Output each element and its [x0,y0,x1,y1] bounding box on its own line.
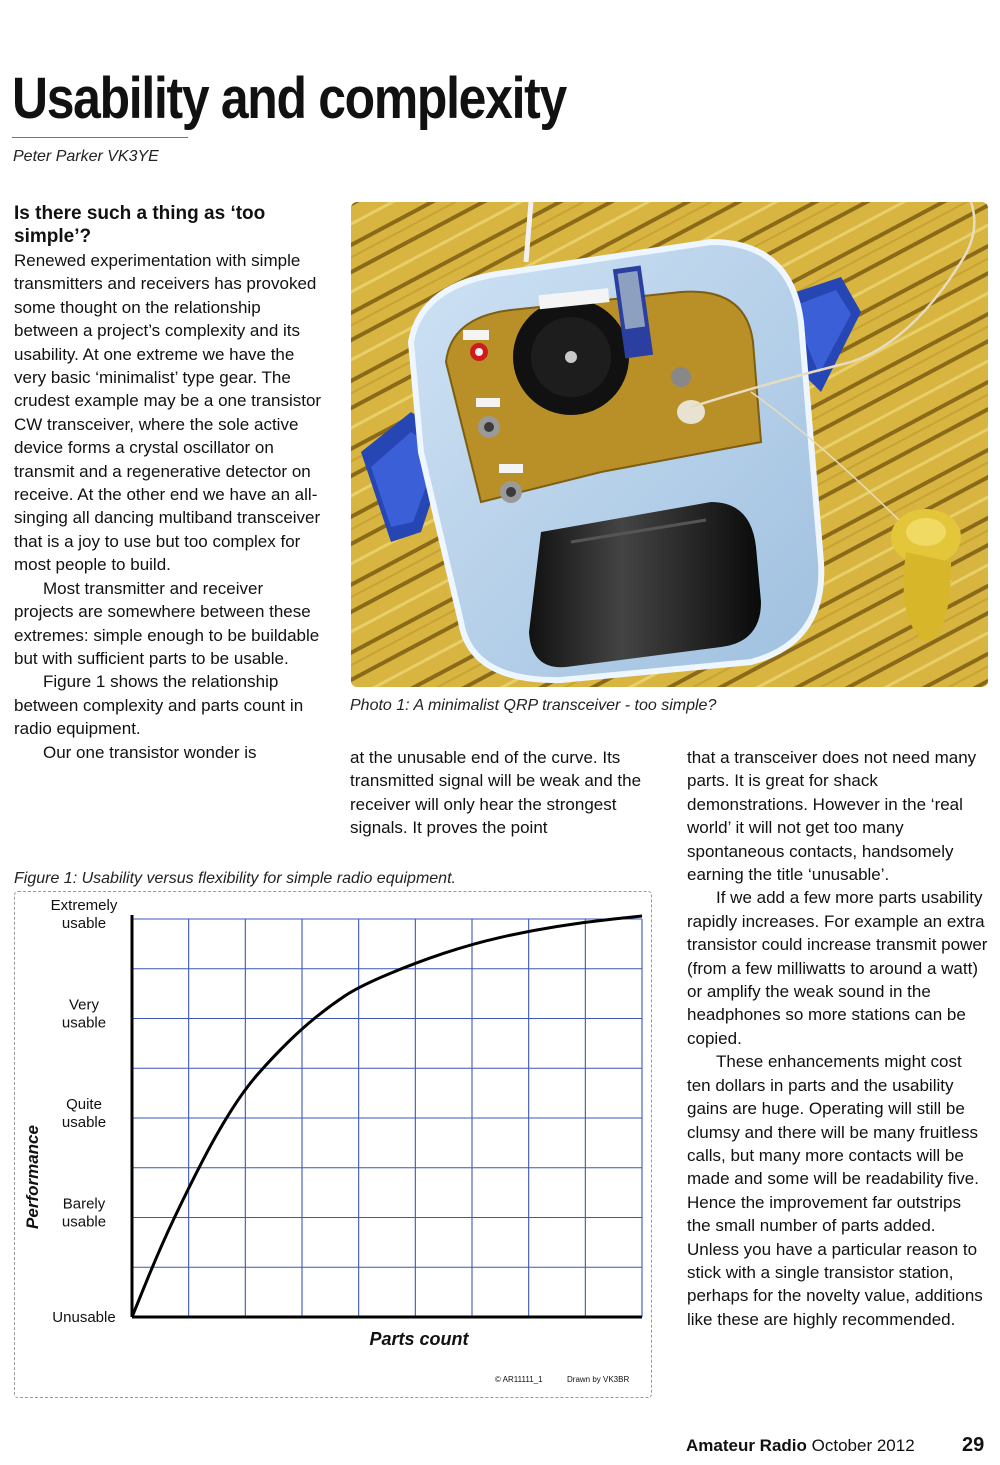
publication-name: Amateur Radio [686,1436,807,1455]
paragraph: that a transceiver does not need many parts. It is great for shack demonstrations. However in the ‘real world’ it will not get too many spontaneous contacts, handsomely earning the title ‘unusable’. [687,748,977,885]
text-column-3 [687,746,989,1331]
y-axis-title: Performance [23,1125,42,1229]
figure-1-chart [14,891,652,1398]
figure-caption: Figure 1: Usability versus flexibility for simple radio equipment. [14,870,456,887]
paragraph: at the unusable end of the curve. Its transmitted signal will be weak and the receiver will only hear the strongest signals. It proves the point [350,748,642,838]
paragraph: These enhancements might cost ten dollars in parts and the usability gains are huge. Operating will still be clumsy and there will be many fruitless calls, but many more contacts will be made and some will be readability five. Hence the improvement far outstrips the small number of parts added. Unless you have a particular reason to stick with a single transistor station, perhaps for the novelty value, additions like these are highly recommended. [687,1052,983,1329]
paragraph: Our one transistor wonder is [43,742,257,762]
y-tick-label: Barely usable [61,1195,107,1231]
text-column-2 [350,746,662,840]
transceiver-photo [351,202,988,687]
text-column-1 [14,202,324,764]
chart-credit-drawn: Drawn by VK3BR [567,1375,630,1384]
y-tick-label: Extremely usable [50,897,118,932]
y-tick-label: Very usable [61,996,107,1032]
y-tick-label: Unusable [52,1309,116,1326]
usability-chart-svg [15,892,651,1397]
paragraph: Renewed experimentation with simple transmitters and receivers has provoked some thought on the relationship between a project’s complexity and its usability. At one extreme we have the very basic ‘minimalist’ type gear. The crudest example may be a one transistor CW transceiver, where the sole active device forms a crystal oscillator on transmit and a regenerative detector on receive. At the other end we have an all-singing all dancing multiband transceiver that is a joy to use but too complex for most people to build. [14,251,322,575]
title-rule [12,137,188,138]
paragraph: Figure 1 shows the relationship between complexity and parts count in radio equipment. [14,672,304,739]
issue-date: October 2012 [811,1436,915,1455]
page-number: 29 [962,1434,985,1456]
paragraph: Most transmitter and receiver projects are somewhere between these extremes: simple enough to be buildable but with sufficient parts to be usable. [14,578,320,668]
chart-credit-code: © AR11111_1 [495,1375,543,1384]
y-tick-label: Quite usable [61,1096,107,1131]
article-title: Usability and complexity [12,66,566,131]
transceiver-illustration [351,202,988,687]
page-footer [686,1436,915,1456]
author-byline: Peter Parker VK3YE [13,148,159,165]
x-axis-title: Parts count [369,1329,469,1349]
photo-caption: Photo 1: A minimalist QRP transceiver - too simple? [350,697,717,714]
usability-curve [132,916,642,1317]
paragraph: If we add a few more parts usability rapidly increases. For example an extra transistor could increase transmit power (from a few milliwatts to around a watt) or amplify the weak sound in the headphones so more stations can be copied. [687,888,988,1048]
subheading: Is there such a thing as ‘too simple’? [14,203,266,247]
